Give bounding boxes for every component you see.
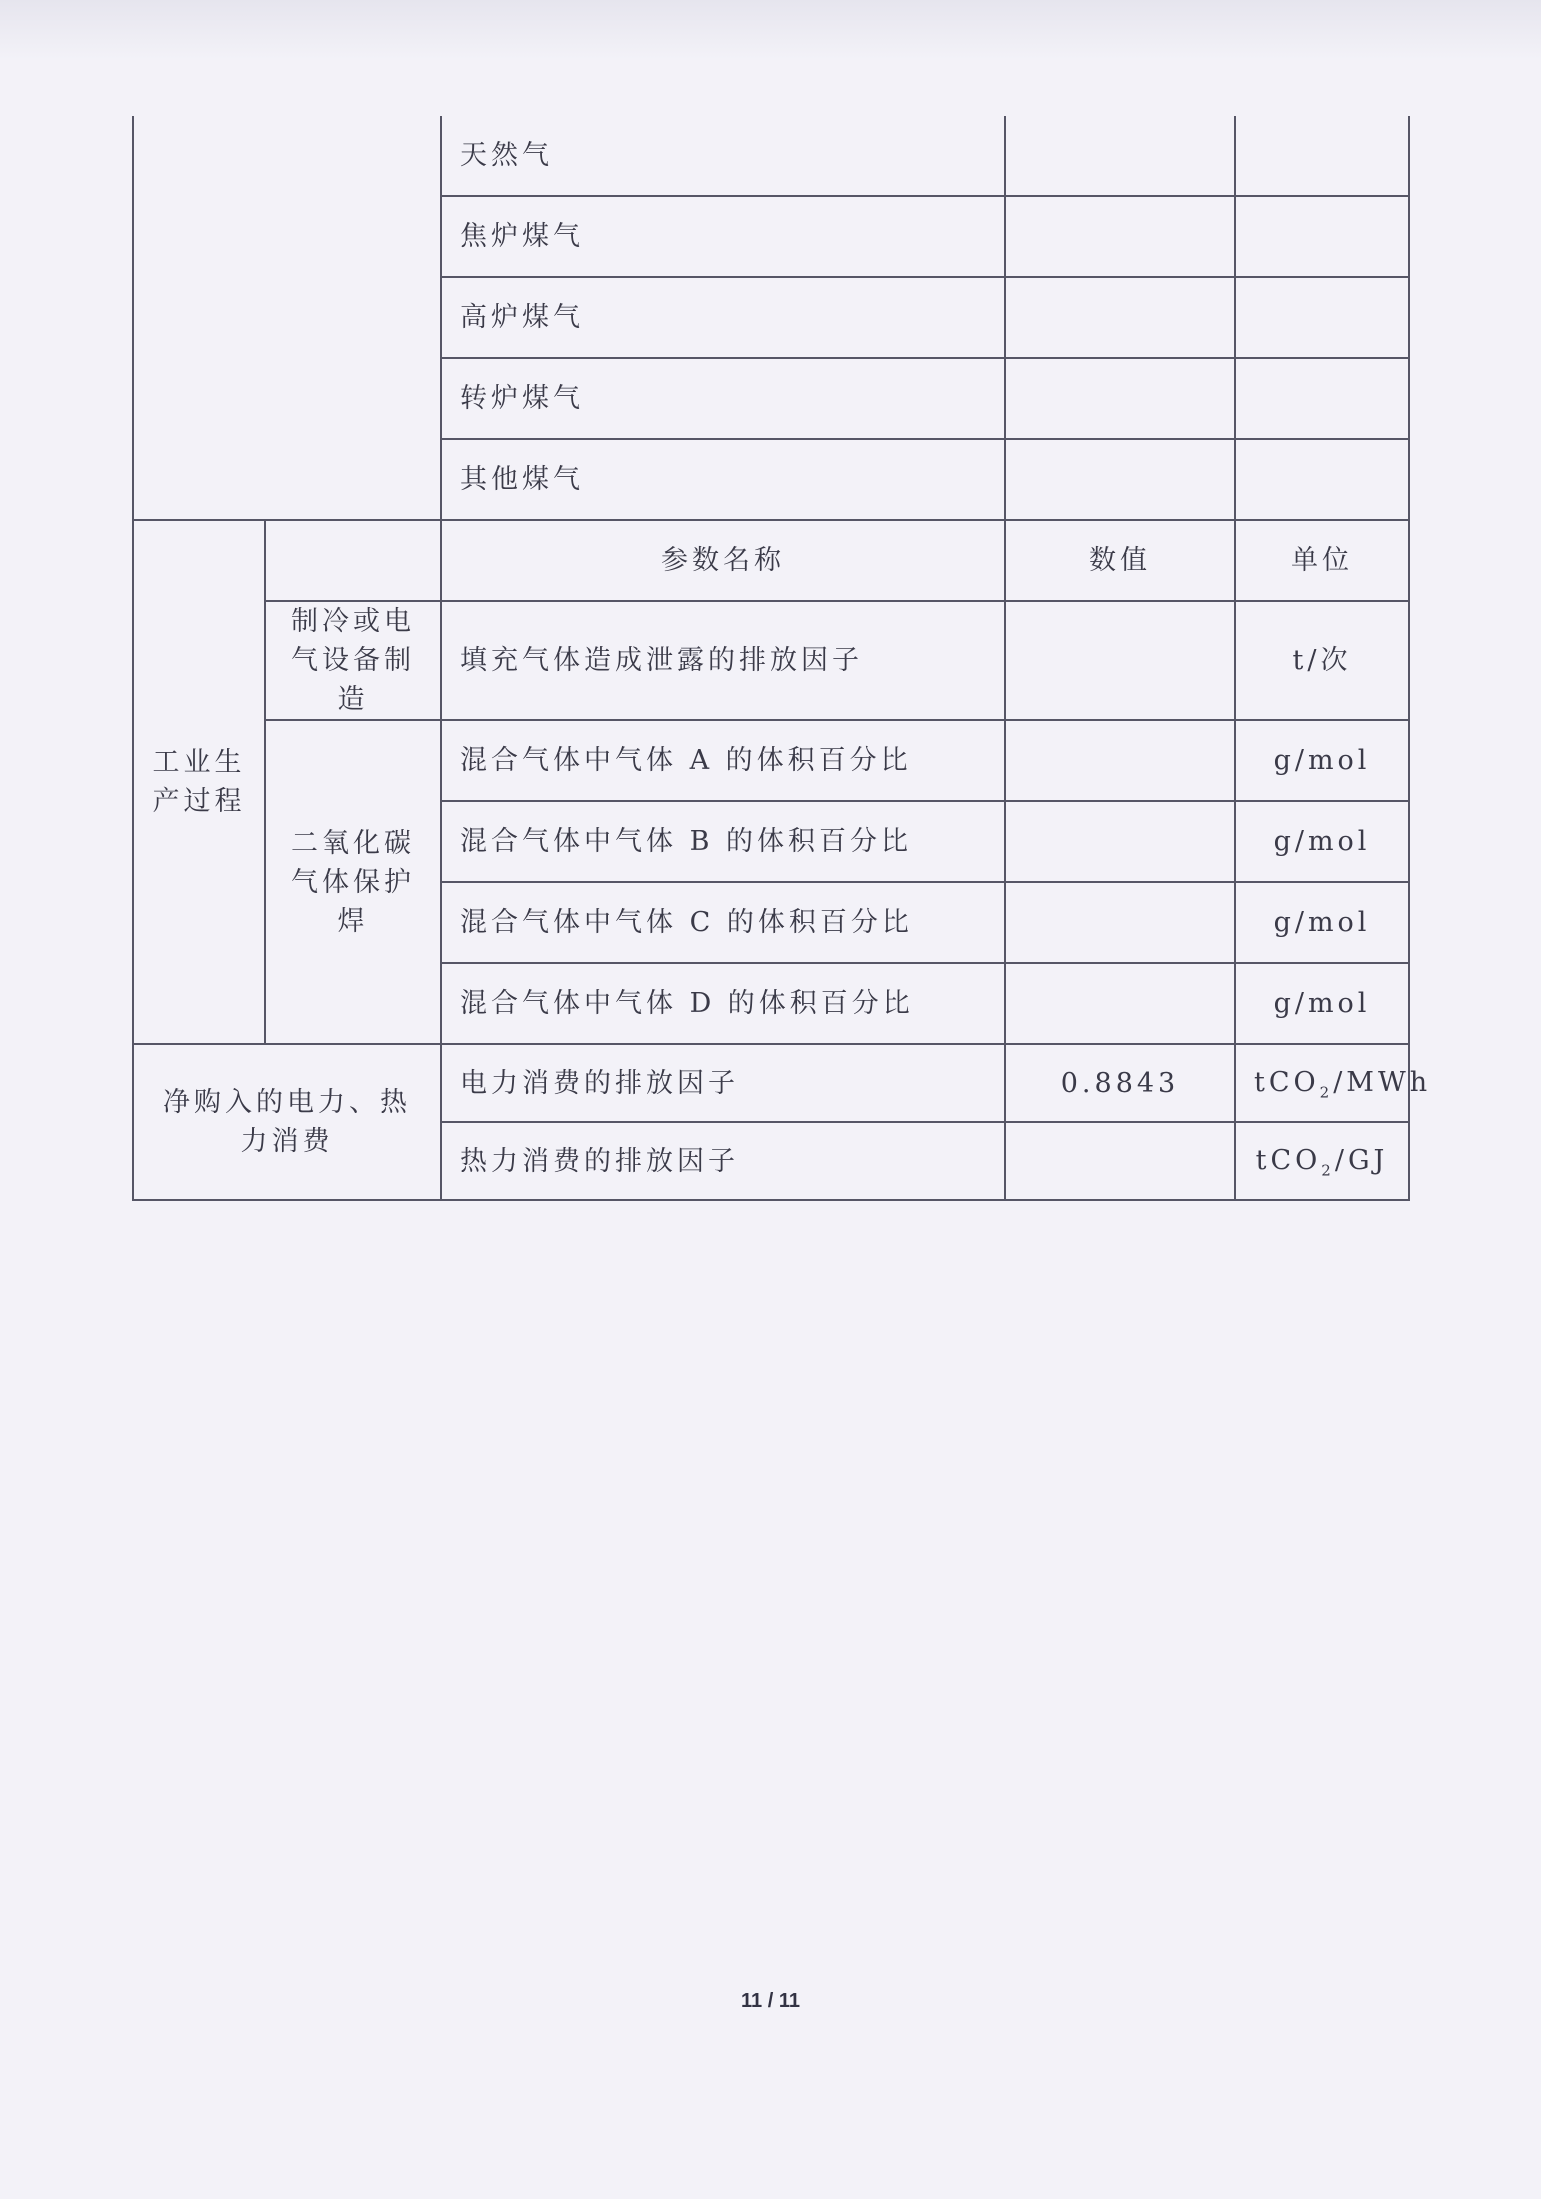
- welding-value: [1005, 963, 1235, 1044]
- electricity-row: [133, 1044, 1409, 1122]
- refrigeration-row: [133, 601, 1409, 720]
- fuel-unit: [1235, 277, 1409, 358]
- welding-unit: g/mol: [1235, 720, 1409, 801]
- fuel-unit: [1235, 196, 1409, 277]
- purchased-category: 净购入的电力、热力消费: [133, 1044, 441, 1200]
- welding-unit: g/mol: [1235, 963, 1409, 1044]
- welding-label: 二氧化碳气体保护焊: [265, 720, 441, 1044]
- welding-param: 混合气体中气体 A 的体积百分比: [441, 720, 1005, 801]
- fuel-name: 焦炉煤气: [441, 196, 1005, 277]
- electricity-value: 0.8843: [1005, 1044, 1235, 1122]
- welding-param: 混合气体中气体 B 的体积百分比: [441, 801, 1005, 882]
- welding-value: [1005, 720, 1235, 801]
- fuel-name: 天然气: [441, 116, 1005, 196]
- fuel-category-cell: [133, 116, 441, 520]
- welding-value: [1005, 801, 1235, 882]
- page-number: 11 / 11: [741, 1990, 800, 2012]
- header-unit: 单位: [1235, 520, 1409, 601]
- fuel-name: 高炉煤气: [441, 277, 1005, 358]
- electricity-unit: tCO$_2$/MWh: [1235, 1044, 1409, 1122]
- fuel-value: [1005, 196, 1235, 277]
- fuel-unit: [1235, 358, 1409, 439]
- fuel-row: [133, 116, 1409, 196]
- refrigeration-label: 制冷或电气设备制造: [265, 601, 441, 720]
- header-param-name: 参数名称: [441, 520, 1005, 601]
- welding-param: 混合气体中气体 D 的体积百分比: [441, 963, 1005, 1044]
- refrigeration-unit: t/次: [1235, 601, 1409, 720]
- header-blank-cell: [265, 520, 441, 601]
- refrigeration-param: 填充气体造成泄露的排放因子: [441, 601, 1005, 720]
- refrigeration-value: [1005, 601, 1235, 720]
- fuel-name: 转炉煤气: [441, 358, 1005, 439]
- fuel-value: [1005, 116, 1235, 196]
- fuel-value: [1005, 358, 1235, 439]
- welding-row: [133, 720, 1409, 801]
- emission-factor-table: [132, 116, 1432, 1201]
- scan-shadow: [0, 0, 1541, 60]
- header-value: 数值: [1005, 520, 1235, 601]
- fuel-value: [1005, 439, 1235, 520]
- header-row: [133, 520, 1409, 601]
- fuel-unit: [1235, 116, 1409, 196]
- welding-value: [1005, 882, 1235, 963]
- heat-param: 热力消费的排放因子: [441, 1122, 1005, 1200]
- electricity-param: 电力消费的排放因子: [441, 1044, 1005, 1122]
- fuel-name: 其他煤气: [441, 439, 1005, 520]
- fuel-value: [1005, 277, 1235, 358]
- welding-unit: g/mol: [1235, 882, 1409, 963]
- industrial-category: 工业生产过程: [133, 520, 265, 1044]
- welding-param: 混合气体中气体 C 的体积百分比: [441, 882, 1005, 963]
- welding-unit: g/mol: [1235, 801, 1409, 882]
- heat-unit: tCO$_2$/GJ: [1235, 1122, 1409, 1200]
- fuel-unit: [1235, 439, 1409, 520]
- heat-value: [1005, 1122, 1235, 1200]
